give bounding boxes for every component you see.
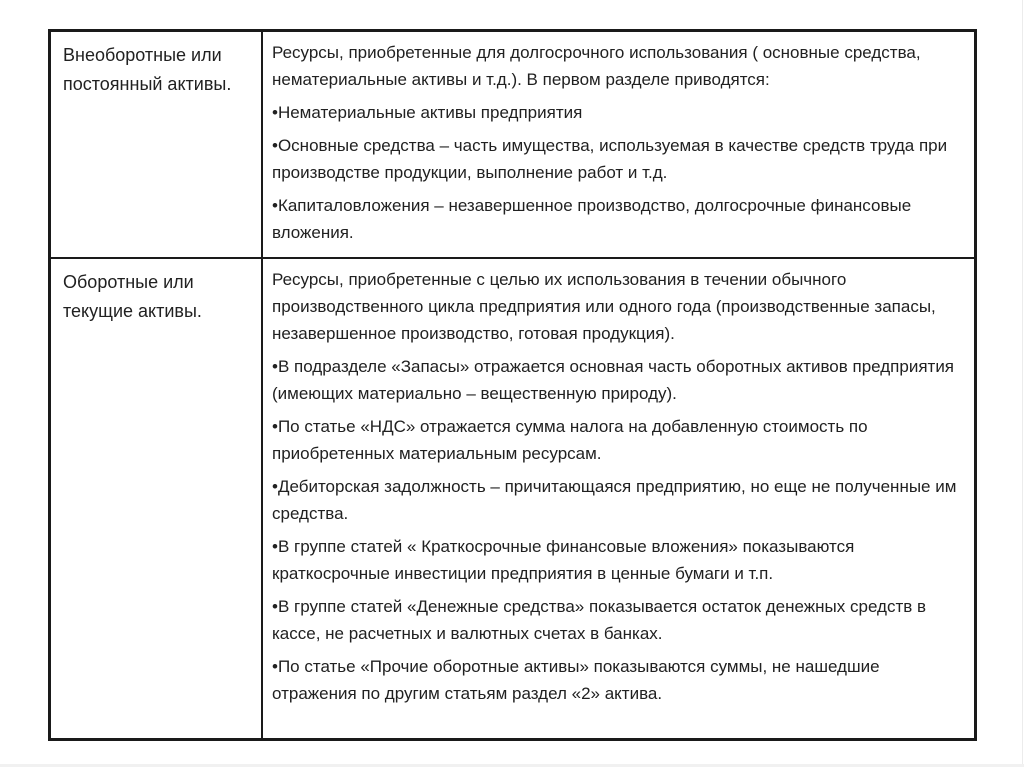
bullet-item: •В группе статей «Денежные средства» показывается остаток денежных средств в кассе, не расчетных и валютных счетах в банках. (272, 597, 927, 643)
bullet-item: •Основные средства – часть имущества, используемая в качестве средств труда при производстве продукции, выполнение работ и т.д. (272, 136, 948, 182)
definition-cell-current-assets (263, 259, 974, 738)
slide-right-edge (1022, 0, 1023, 767)
paragraph: Ресурсы, приобретенные с целью их использования в течении обычного производственного цикла предприятия или одного года (производственные запасы, незавершенное производство, готовая продукция). (272, 270, 936, 343)
paragraph: Ресурсы, приобретенные для долгосрочного использования ( основные средства, нематериальные активы и т.д.). В первом разделе приводятся: (272, 43, 921, 89)
term-cell-current-assets: Оборотные или текущие активы. (51, 259, 263, 738)
assets-table (48, 29, 977, 741)
bullet-item: •Капиталовложения – незавершенное производство, долгосрочные финансовые вложения. (272, 196, 912, 242)
table-row-current-assets (51, 259, 974, 738)
bullet-item: •Дебиторская задолжность – причитающаяся предприятию, но еще не полученные им средства. (272, 477, 957, 523)
definition-cell-noncurrent-assets (263, 32, 974, 257)
bullet-item: •По статье «Прочие оборотные активы» показываются суммы, не нашедшие отражения по другим статьям раздел «2» актива. (272, 657, 880, 703)
bullet-item: •По статье «НДС» отражается сумма налога на добавленную стоимость по приобретенных материальным ресурсам. (272, 417, 868, 463)
bullet-item: •В подразделе «Запасы» отражается основная часть оборотных активов предприятия (имеющих материально – вещественную природу). (272, 357, 955, 403)
term-cell-noncurrent-assets: Внеоборотные или постоянный активы. (51, 32, 263, 257)
bullet-item: •В группе статей « Краткосрочные финансовые вложения» показываются краткосрочные инвестиции предприятия в ценные бумаги и т.п. (272, 537, 855, 583)
bullet-item: •Нематериальные активы предприятия (272, 103, 583, 122)
table-row-noncurrent-assets (51, 32, 974, 259)
